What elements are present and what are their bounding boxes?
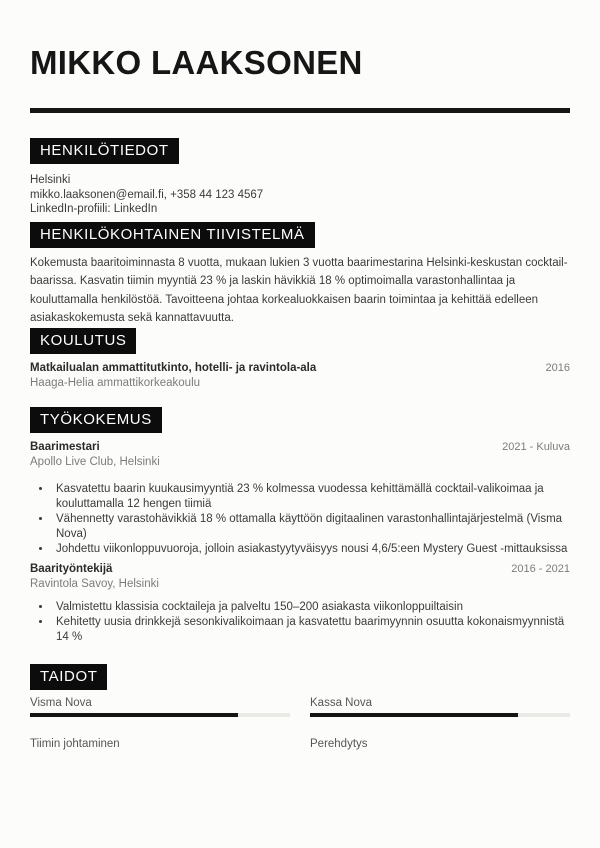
skill-bar-fill xyxy=(30,713,238,717)
education-date: 2016 xyxy=(545,361,570,374)
job-bullet: • Valmistettu klassisia cocktaileja ja palveltu 150–200 asiakasta viikonloppuiltaisin xyxy=(52,600,570,615)
skills-grid xyxy=(30,696,570,751)
section-heading-taidot: TAIDOT xyxy=(30,664,107,690)
skill-item xyxy=(30,696,290,717)
experience-list xyxy=(30,440,570,645)
contact-linkedin: LinkedIn-profiili: LinkedIn xyxy=(30,203,158,215)
skill-name: Kassa Nova xyxy=(310,696,373,709)
contact-location: Helsinki xyxy=(30,174,71,186)
job-title: Baarimestari xyxy=(30,440,100,453)
job-bullet-list xyxy=(30,482,570,557)
experience-entry xyxy=(30,562,570,645)
skill-item xyxy=(310,737,570,751)
job-date: 2016 - 2021 xyxy=(511,562,570,575)
skill-item xyxy=(30,737,290,751)
job-bullet: • Kasvatettu baarin kuukausimyyntiä 23 % kolmessa vuodessa kehittämällä cocktail-valikoimaa ja kouluttamalla 12 hengen tiimiä xyxy=(52,482,570,512)
skill-item xyxy=(310,696,570,717)
section-heading-koulutus: KOULUTUS xyxy=(30,328,136,354)
company-name: Ravintola Savoy, Helsinki xyxy=(30,577,159,590)
education-list xyxy=(30,361,570,391)
skill-name: Tiimin johtaminen xyxy=(30,737,120,750)
skill-bar xyxy=(30,713,290,717)
title-divider xyxy=(30,108,570,113)
job-bullet-list xyxy=(30,600,570,645)
section-personal-info xyxy=(30,138,570,217)
degree-title: Matkailualan ammattitutkinto, hotelli- ja ravintola-ala xyxy=(30,361,317,374)
section-heading-tyokokemus: TYÖKOKEMUS xyxy=(30,407,162,433)
skill-name: Visma Nova xyxy=(30,696,92,709)
education-entry-head xyxy=(30,361,570,376)
experience-entry-head xyxy=(30,440,570,455)
experience-entry xyxy=(30,440,570,557)
job-bullet: • Vähennetty varastohävikkiä 18 % ottamalla käyttöön digitaalinen varastonhallintajärjestelmä (Visma Nova) xyxy=(52,512,570,542)
job-bullet: • Kehitetty uusia drinkkejä sesonkivalikoimaan ja kasvatettu baarimyynnin osuutta kokonaismyynnistä 14 % xyxy=(52,615,570,645)
contact-block xyxy=(30,173,570,217)
education-entry xyxy=(30,361,570,391)
experience-entry-head xyxy=(30,562,570,577)
section-heading-tiivistelma: HENKILÖKOHTAINEN TIIVISTELMÄ xyxy=(30,222,315,248)
section-summary xyxy=(30,222,570,328)
school-name: Haaga-Helia ammattikorkeakoulu xyxy=(30,376,201,389)
company-name: Apollo Live Club, Helsinki xyxy=(30,455,160,468)
section-heading-henkilotiedot: HENKILÖTIEDOT xyxy=(30,138,179,164)
page-title: MIKKO LAAKSONEN xyxy=(30,44,363,81)
skill-bar xyxy=(310,713,570,717)
section-experience xyxy=(30,407,570,645)
job-bullet: • Johdettu viikonloppuvuoroja, jolloin asiakastyytyväisyys nousi 4,6/5:een Mystery Guest -mittauksissa xyxy=(52,542,570,557)
job-date: 2021 - Kuluva xyxy=(502,440,570,453)
summary-text: Kokemusta baaritoiminnasta 8 vuotta, mukaan lukien 3 vuotta baarimestarina Helsinki-keskustan cocktail-baarissa. Kasvatin tiimin myyntiä 23 % ja laskin hävikkiä 18 % optimoimalla varastonhallintaa ja kouluttamalla henkilöstöä. Tavoitteena johtaa korkealuokkaisen baarin toimintaa ja kehittää edelleen asiakaskokemusta sekä kannattavuutta. xyxy=(30,256,568,324)
contact-email-phone: mikko.laaksonen@email.fi, +358 44 123 4567 xyxy=(30,188,264,201)
job-title: Baarityöntekijä xyxy=(30,562,113,575)
skill-bar-fill xyxy=(310,713,518,717)
skill-name: Perehdytys xyxy=(310,737,368,750)
section-skills xyxy=(30,664,570,751)
section-education xyxy=(30,328,570,391)
